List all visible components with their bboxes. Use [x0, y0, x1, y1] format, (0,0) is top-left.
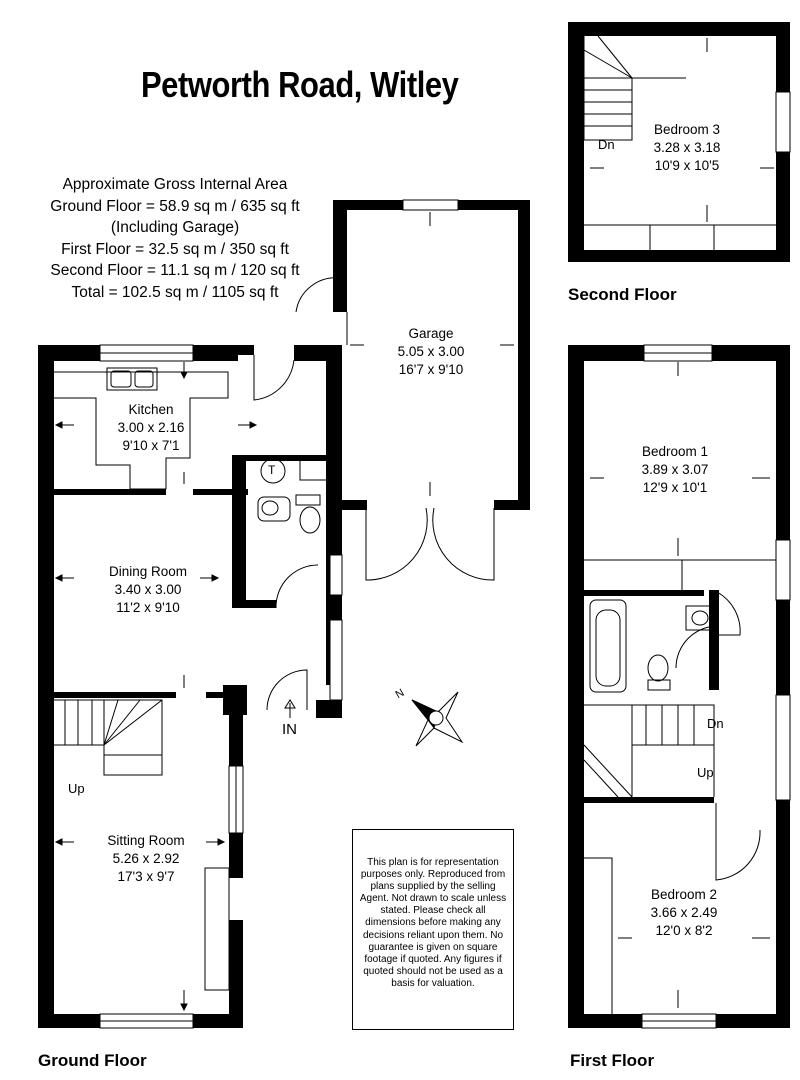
- area-ground: Ground Floor = 58.9 sq m / 635 sq ft: [50, 197, 300, 215]
- ground-west-wall: [38, 345, 54, 1028]
- first-west-wall: [568, 345, 584, 1028]
- room-name: Bedroom 2: [650, 887, 718, 902]
- room-name: Bedroom 1: [641, 444, 709, 459]
- disclaimer-text: This plan is for representation purposes only. Reproduced from plans supplied by the selling Agent. Not drawn to scale unless stated. Please check all dimensions before making any decisions reliant upon them. No guarantee is given on square footage if quoted. Any figures if quoted should not be used as a basis for valuation.: [359, 857, 507, 989]
- page-title: Petworth Road, Witley: [140, 64, 459, 105]
- floor-label-first: First Floor: [570, 1051, 655, 1070]
- area-first: First Floor = 32.5 sq m / 350 sq ft: [61, 240, 289, 258]
- room-bedroom-1: [610, 443, 740, 497]
- stairs-up-label-first: Up: [697, 765, 714, 780]
- room-imperial: 12'0 x 8'2: [655, 923, 713, 938]
- room-name: Sitting Room: [107, 833, 185, 848]
- room-metric: 5.26 x 2.92: [112, 851, 180, 866]
- room-name: Garage: [408, 326, 454, 341]
- area-summary: [10, 174, 340, 303]
- room-name: Dining Room: [108, 564, 188, 579]
- tank-label: T: [268, 463, 276, 477]
- room-imperial: 12'9 x 10'1: [642, 480, 708, 495]
- room-bedroom-2: [619, 886, 749, 940]
- room-garage: [366, 325, 496, 379]
- ground-south-wall: [38, 1014, 100, 1028]
- room-metric: 3.28 x 3.18: [653, 140, 721, 155]
- kitchen-dining-wall: [54, 489, 166, 495]
- first-south-wall: [568, 1014, 642, 1028]
- second-south-wall: [568, 250, 790, 262]
- entrance-label: IN: [282, 721, 297, 738]
- dining-sitting-wall: [54, 692, 176, 698]
- area-ground-note: (Including Garage): [110, 219, 240, 236]
- wc-wall: [232, 458, 246, 608]
- room-metric: 3.89 x 3.07: [641, 462, 709, 477]
- floor-label-second: Second Floor: [568, 285, 677, 304]
- room-metric: 5.05 x 3.00: [397, 344, 465, 359]
- room-imperial: 11'2 x 9'10: [116, 600, 180, 615]
- floor-label-ground: Ground Floor: [38, 1051, 147, 1070]
- stairs-up-label-ground: Up: [68, 781, 85, 796]
- room-metric: 3.40 x 3.00: [114, 582, 182, 597]
- room-sitting: [76, 832, 216, 886]
- compass-icon: [412, 692, 462, 746]
- room-dining: [83, 563, 213, 617]
- room-imperial: 10'9 x 10'5: [654, 158, 720, 173]
- stairs-down-label-second: Dn: [598, 137, 615, 152]
- room-imperial: 17'3 x 9'7: [117, 869, 175, 884]
- room-metric: 3.00 x 2.16: [117, 420, 185, 435]
- room-imperial: 16'7 x 9'10: [398, 362, 464, 377]
- room-metric: 3.66 x 2.49: [650, 905, 718, 920]
- area-second: Second Floor = 11.1 sq m / 120 sq ft: [50, 262, 300, 279]
- disclaimer-box: [352, 829, 514, 1030]
- area-total: Total = 102.5 sq m / 1105 sq ft: [71, 283, 279, 301]
- area-heading: Approximate Gross Internal Area: [62, 176, 288, 193]
- room-kitchen: [86, 401, 216, 455]
- first-east-wall: [776, 800, 790, 1028]
- room-name: Kitchen: [128, 402, 174, 417]
- north-label: N: [393, 686, 407, 702]
- room-name: Bedroom 3: [653, 122, 721, 137]
- garage-east-wall: [518, 200, 530, 510]
- stairs-down-label-first: Dn: [707, 716, 724, 731]
- second-west-wall: [568, 22, 584, 262]
- room-imperial: 9'10 x 7'1: [122, 438, 180, 453]
- room-bedroom-3: [622, 121, 752, 175]
